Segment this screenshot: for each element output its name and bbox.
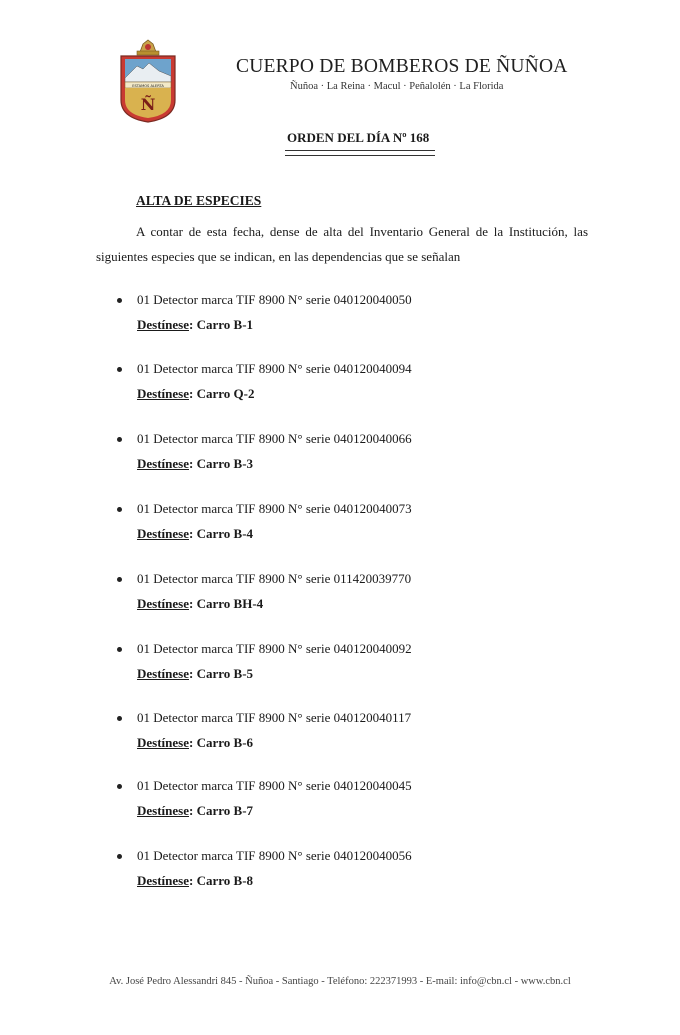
bullet-icon <box>117 298 122 303</box>
destination-value: Carro B-6 <box>193 735 254 750</box>
destination-label: Destínese <box>137 386 189 401</box>
destination-label: Destínese <box>137 735 189 750</box>
item-destination: Destínese: Carro BH-4 <box>137 596 264 611</box>
destination-label: Destínese <box>137 456 189 471</box>
item-description: 01 Detector marca TIF 8900 N° serie 040120040092 <box>137 641 412 656</box>
item-description: 01 Detector marca TIF 8900 N° serie 011420039770 <box>137 571 412 586</box>
svg-text:Ñ: Ñ <box>140 95 156 114</box>
item-description: 01 Detector marca TIF 8900 N° serie 040120040094 <box>137 361 412 376</box>
destination-value: Carro B-3 <box>193 456 254 471</box>
bullet-icon <box>117 784 122 789</box>
section-title: ALTA DE ESPECIES <box>136 193 262 208</box>
destination-value: Carro Q-2 <box>193 386 255 401</box>
footer-contact: Av. José Pedro Alessandri 845 - Ñuñoa - Santiago - Teléfono: 222371993 - E-mail: info@cbn.cl - www.cbn.cl <box>109 976 571 987</box>
destination-value: Carro B-5 <box>193 666 254 681</box>
bullet-icon <box>117 507 122 512</box>
destination-value: Carro B-4 <box>193 526 254 541</box>
bullet-icon <box>117 647 122 652</box>
intro-paragraph: A contar de esta fecha, dense de alta del Inventario General de la Institución, las siguientes especies que se indican, en las dependencias que se señalan <box>96 224 588 264</box>
item-destination: Destínese: Carro B-8 <box>137 873 254 888</box>
item-description: 01 Detector marca TIF 8900 N° serie 040120040050 <box>137 292 412 307</box>
destination-value: Carro B-1 <box>193 317 254 332</box>
item-destination: Destínese: Carro B-7 <box>137 803 254 818</box>
destination-label: Destínese <box>137 596 189 611</box>
destination-label: Destínese <box>137 666 189 681</box>
item-description: 01 Detector marca TIF 8900 N° serie 040120040117 <box>137 710 412 725</box>
bullet-icon <box>117 577 122 582</box>
organization-communes: Ñuñoa · La Reina · Macul · Peñalolén · La Florida <box>290 81 504 92</box>
item-destination: Destínese: Carro B-3 <box>137 456 254 471</box>
bullet-icon <box>117 367 122 372</box>
destination-label: Destínese <box>137 873 189 888</box>
bullet-icon <box>117 437 122 442</box>
destination-value: Carro B-7 <box>193 803 254 818</box>
bullet-icon <box>117 716 122 721</box>
item-destination: Destínese: Carro B-1 <box>137 317 254 332</box>
item-description: 01 Detector marca TIF 8900 N° serie 040120040056 <box>137 848 412 863</box>
order-title: ORDEN DEL DÍA Nº 168 <box>287 130 430 145</box>
item-description: 01 Detector marca TIF 8900 N° serie 040120040045 <box>137 778 412 793</box>
item-destination: Destínese: Carro B-6 <box>137 735 254 750</box>
organization-title: CUERPO DE BOMBEROS DE ÑUÑOA <box>236 56 568 77</box>
destination-value: Carro BH-4 <box>193 596 264 611</box>
destination-value: Carro B-8 <box>193 873 254 888</box>
item-destination: Destínese: Carro B-5 <box>137 666 254 681</box>
item-destination: Destínese: Carro B-4 <box>137 526 254 541</box>
item-destination: Destínese: Carro Q-2 <box>137 386 255 401</box>
item-description: 01 Detector marca TIF 8900 N° serie 040120040066 <box>137 431 412 446</box>
bullet-icon <box>117 854 122 859</box>
destination-label: Destínese <box>137 317 189 332</box>
svg-text:ESTAMOS ALERTA: ESTAMOS ALERTA <box>132 83 164 88</box>
item-description: 01 Detector marca TIF 8900 N° serie 040120040073 <box>137 501 412 516</box>
destination-label: Destínese <box>137 526 189 541</box>
destination-label: Destínese <box>137 803 189 818</box>
